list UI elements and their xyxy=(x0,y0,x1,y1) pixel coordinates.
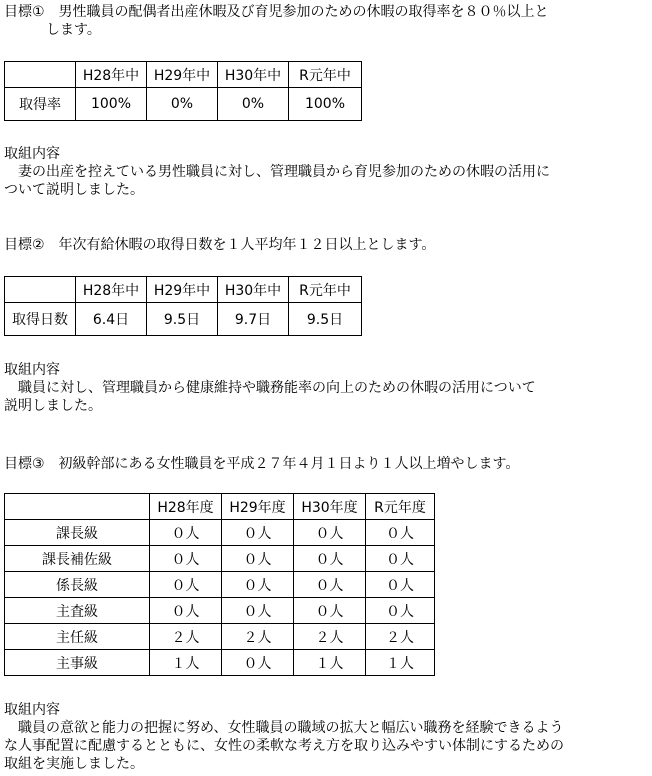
goal2-row-label: 取得日数 xyxy=(5,303,76,336)
goal3-cell: ０人 xyxy=(366,546,435,572)
goal3-effort-line3: 取組を実施しました。 xyxy=(4,756,144,772)
goal3-effort-heading: 取組内容 xyxy=(4,702,60,718)
goal1-cell: 0% xyxy=(218,88,289,121)
goal3-header-cell: H30年度 xyxy=(294,494,366,520)
goal3-row-label: 主事級 xyxy=(5,650,150,676)
goal3-cell: １人 xyxy=(294,650,366,676)
goal3-cell: ０人 xyxy=(366,520,435,546)
goal3-header-cell: H28年度 xyxy=(150,494,222,520)
goal2-effort-line1: 職員に対し、管理職員から健康維持や職務能率の向上のための休暇の活用について xyxy=(4,380,536,396)
goal2-cell: 6.4日 xyxy=(76,303,147,336)
goal2-header-cell: R元年中 xyxy=(289,277,362,303)
goal3-row-label: 主査級 xyxy=(5,598,150,624)
goal3-cell: ２人 xyxy=(150,624,222,650)
goal3-row-label: 係長級 xyxy=(5,572,150,598)
goal3-cell: ０人 xyxy=(366,598,435,624)
goal1-title-line2: します。 xyxy=(4,22,101,38)
goal2-cell: 9.5日 xyxy=(147,303,218,336)
goal2-cell: 9.5日 xyxy=(289,303,362,336)
goal3-header-cell: H29年度 xyxy=(222,494,294,520)
goal2-header-cell: H30年中 xyxy=(218,277,289,303)
goal2-table-header-row xyxy=(5,277,362,303)
goal2-header-cell: H28年中 xyxy=(76,277,147,303)
goal2-table-row xyxy=(5,303,362,336)
goal1-effort-heading: 取組内容 xyxy=(4,146,60,162)
goal3-header-cell: R元年度 xyxy=(366,494,435,520)
goal3-cell: ０人 xyxy=(366,572,435,598)
goal1-table-header-row xyxy=(5,62,362,88)
goal1-title-line1: 目標① 男性職員の配偶者出産休暇及び育児参加のための休暇の取得率を８０％以上と xyxy=(4,4,549,20)
goal3-cell: ０人 xyxy=(222,598,294,624)
goal3-effort-line2: な人事配置に配慮するとともに、女性の柔軟な考え方を取り込みやすい体制にするための xyxy=(4,738,564,754)
goal3-table-row xyxy=(5,546,435,572)
goal3-table-row xyxy=(5,624,435,650)
goal1-header-cell: H30年中 xyxy=(218,62,289,88)
goal3-header-cell xyxy=(5,494,150,520)
goal3-cell: ０人 xyxy=(150,546,222,572)
goal3-cell: ０人 xyxy=(150,572,222,598)
goal1-cell: 100% xyxy=(289,88,362,121)
goal1-row-label: 取得率 xyxy=(5,88,76,121)
goal1-header-cell: H29年中 xyxy=(147,62,218,88)
goal3-cell: ０人 xyxy=(222,572,294,598)
goal3-cell: ２人 xyxy=(366,624,435,650)
goal3-cell: ０人 xyxy=(294,520,366,546)
goal3-cell: ０人 xyxy=(222,650,294,676)
goal2-table xyxy=(4,276,362,336)
goal1-cell: 100% xyxy=(76,88,147,121)
goal3-effort-line1: 職員の意欲と能力の把握に努め、女性職員の職域の拡大と幅広い職務を経験できるよう xyxy=(4,720,564,736)
goal3-row-label: 課長級 xyxy=(5,520,150,546)
goal1-effort-line1: 妻の出産を控えている男性職員に対し、管理職員から育児参加のための休暇の活用に xyxy=(4,164,550,180)
goal3-table-row xyxy=(5,572,435,598)
goal3-cell: ０人 xyxy=(222,520,294,546)
goal1-header-cell: R元年中 xyxy=(289,62,362,88)
goal1-header-cell xyxy=(5,62,76,88)
goal2-cell: 9.7日 xyxy=(218,303,289,336)
goal3-cell: ０人 xyxy=(294,598,366,624)
goal1-cell: 0% xyxy=(147,88,218,121)
goal1-table xyxy=(4,61,362,121)
goal3-table-row xyxy=(5,598,435,624)
goal3-cell: ２人 xyxy=(222,624,294,650)
goal2-effort-line2: 説明しました。 xyxy=(4,398,102,414)
goal3-cell: ０人 xyxy=(150,598,222,624)
goal3-cell: ２人 xyxy=(294,624,366,650)
goal1-header-cell: H28年中 xyxy=(76,62,147,88)
goal3-cell: ０人 xyxy=(150,520,222,546)
goal3-cell: ０人 xyxy=(294,572,366,598)
goal2-effort-heading: 取組内容 xyxy=(4,362,60,378)
goal3-row-label: 主任級 xyxy=(5,624,150,650)
goal3-table-header-row xyxy=(5,494,435,520)
goal3-table-row xyxy=(5,650,435,676)
goal3-cell: ０人 xyxy=(222,546,294,572)
goal3-table-row xyxy=(5,520,435,546)
goal2-title: 目標② 年次有給休暇の取得日数を１人平均年１２日以上とします。 xyxy=(4,237,436,253)
goal3-cell: １人 xyxy=(150,650,222,676)
goal1-table-row xyxy=(5,88,362,121)
goal3-table xyxy=(4,493,435,676)
goal2-header-cell: H29年中 xyxy=(147,277,218,303)
goal3-cell: １人 xyxy=(366,650,435,676)
goal2-header-cell xyxy=(5,277,76,303)
goal3-title: 目標③ 初級幹部にある女性職員を平成２７年４月１日より１人以上増やします。 xyxy=(4,456,520,472)
goal3-row-label: 課長補佐級 xyxy=(5,546,150,572)
goal3-cell: ０人 xyxy=(294,546,366,572)
goal1-effort-line2: ついて説明しました。 xyxy=(4,182,144,198)
